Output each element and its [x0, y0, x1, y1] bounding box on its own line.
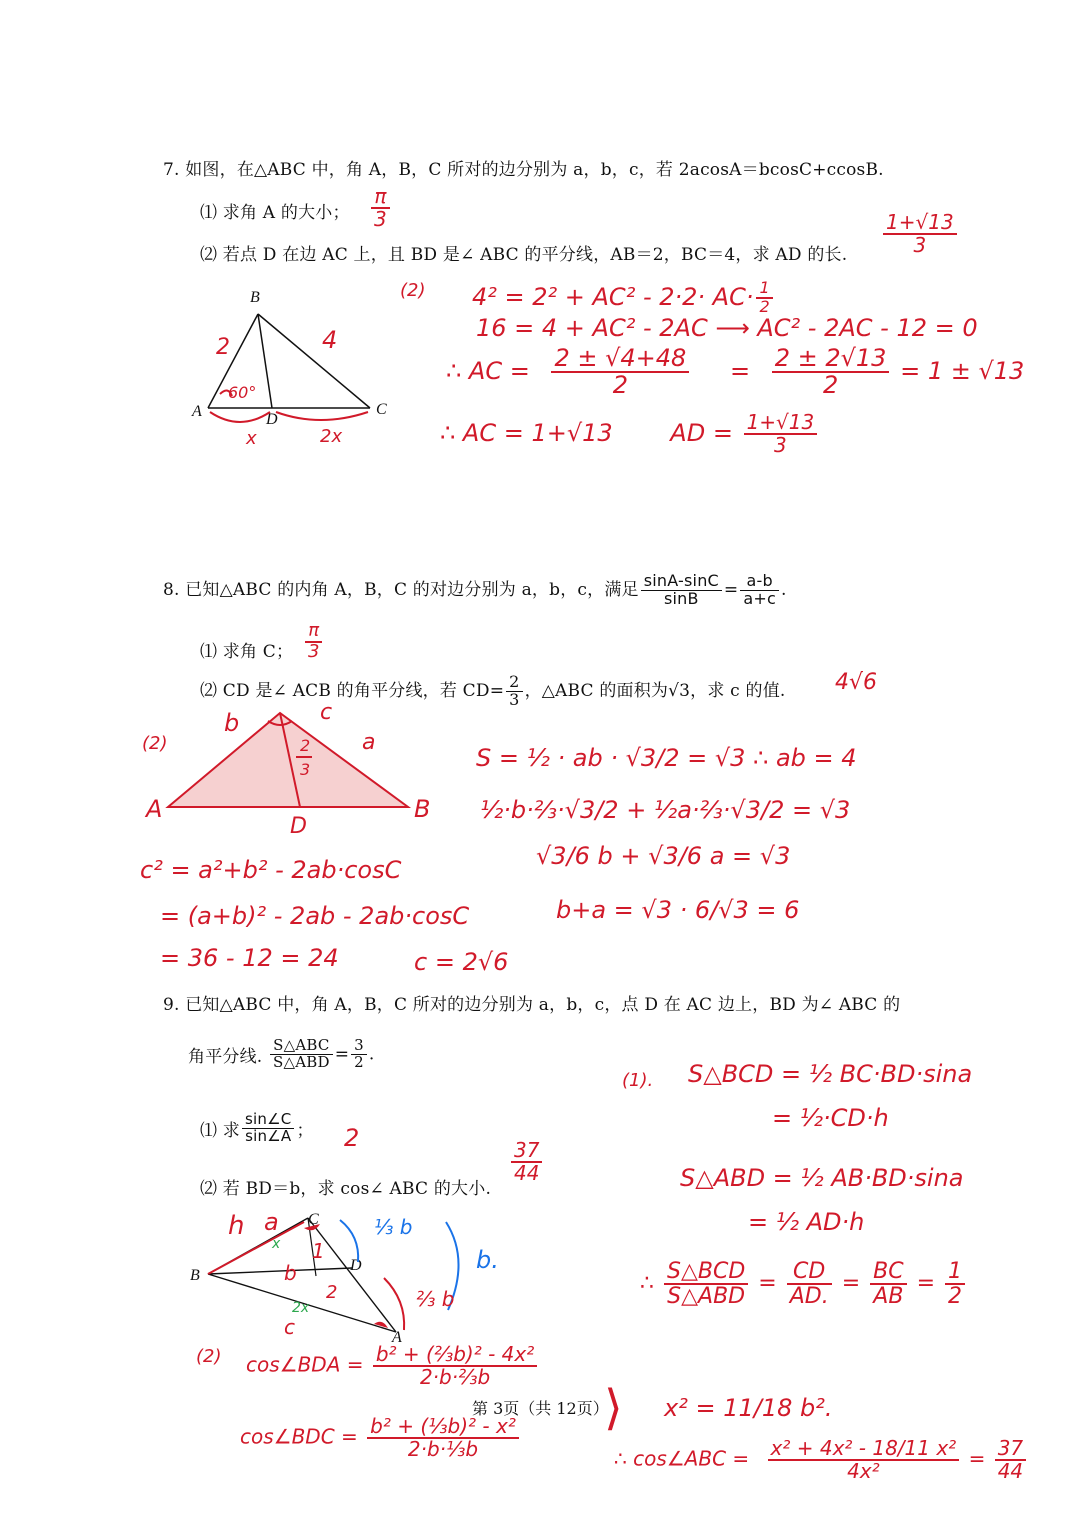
q9-hw-label1: (1).: [622, 1070, 654, 1091]
q7-hw-line1: 4² = 2² + AC² - 2·2· AC· $\frac{1}{2}$: [472, 280, 776, 316]
q9-hw-r3: S△ABD = ½ AB·BD·sina: [680, 1164, 964, 1192]
q8-hw-c1: c² = a²+b² - 2ab·cosC: [140, 856, 402, 884]
q8-figure: [140, 700, 460, 839]
page-footer: 第 3页（共 12页）: [472, 1399, 609, 1418]
q7-figure: [180, 282, 440, 452]
q9-hw-b-label: b.: [476, 1246, 499, 1274]
q7-answer2: $\frac{1+√13}{3}$: [880, 212, 960, 256]
q9-answer1: 2: [344, 1124, 360, 1152]
q8-hw-tri-b: B: [414, 795, 431, 823]
q9-hw-arrow: ⟩: [604, 1380, 623, 1436]
q9-hw-h: h: [228, 1211, 245, 1241]
q9-hw-c: c: [284, 1315, 295, 1339]
q8-hw-side-c: c: [320, 700, 333, 725]
q8-answer1: $\frac{\pi}{3}$: [302, 622, 325, 662]
q9-hw-2x: 2x: [292, 1300, 310, 1316]
q9-hw-r5: ∴ S△BCD S△ABD = $\frac{CD}{AD.}$ = $\frac{BC}{AB}$ = $\frac{1}{2}$: [640, 1260, 968, 1308]
q8-hw-side-a: a: [362, 730, 376, 755]
q8-hw-tri-d: D: [290, 814, 307, 839]
q7-label-d: D: [266, 411, 278, 428]
q9-label-c: C: [308, 1211, 319, 1228]
q9-hw-a: a: [264, 1208, 279, 1236]
q9-label-b: B: [190, 1267, 200, 1284]
q7-hw-label: (2): [400, 280, 426, 301]
q7-answer1: $\frac{\pi}{3}$: [368, 186, 393, 230]
q8-answer2: 4√6: [835, 670, 878, 695]
q9-part1: ⑴ 求 $\frac{\sin\angle C}{\sin\angle A}$ ；: [200, 1110, 314, 1145]
q9-hw-r1: S△BCD = ½ BC·BD·sina: [688, 1060, 973, 1088]
q8-hw-cd-n: 2: [300, 736, 311, 755]
q9-hw-x2: x² = 11/18 b².: [664, 1394, 833, 1422]
q8-hw-label: (2): [142, 733, 168, 754]
q8-hw-cd-d: 3: [300, 760, 311, 779]
q8-hw-side-b: b: [224, 709, 240, 737]
q9-hw-b: b: [284, 1261, 297, 1285]
q9-hw-final: ∴ cos∠ABC = $\frac{\text{x² + 4x² - 18/11 x²}}{\text{4x²}}$ = $\frac{37}{44}$: [614, 1438, 1029, 1482]
q9-hw-twothird-b: ⅔ b: [416, 1287, 455, 1311]
q9-hw-x: x: [272, 1236, 281, 1252]
q7-part1: ⑴ 求角 A 的大小；: [200, 203, 350, 223]
q8-hw-c3: = 36 - 12 = 24: [160, 944, 339, 972]
q8-hw-s4: b+a = √3 · 6/√3 = 6: [556, 896, 800, 924]
q8-hw-s1: S = ½ · ab · √3/2 = √3 ∴ ab = 4: [476, 744, 857, 772]
q7-stem: 7. 如图，在△ABC 中，角 A，B，C 所对的边分别为 a，b，c，若 2acosA＝bcosC+ccosB.: [163, 160, 884, 180]
q7-label-c: C: [376, 401, 387, 418]
q9-stem2: 角平分线. $\frac{\text{S△ABC}}{\text{S△ABD}}$ = $\frac{3}{2}$ .: [188, 1036, 375, 1071]
q9-label-a: A: [392, 1329, 402, 1346]
q7-part2: ⑵ 若点 D 在边 AC 上，且 BD 是∠ ABC 的平分线，AB＝2，BC＝4，求 AD 的长.: [200, 245, 848, 265]
q9-hw-cos2: cos∠BDC = $\frac{\text{b² + (⅓b)² - x²}}{\text{2·b·⅓b}}$: [240, 1416, 522, 1460]
q7-hw-line2: 16 = 4 + AC² - 2AC ⟶ AC² - 2AC - 12 = 0: [476, 314, 978, 342]
q9-answer2: $\frac{37}{44}$: [508, 1140, 545, 1184]
q8-part2: ⑵ CD 是∠ ACB 的角平分线，若 CD= $\frac{2}{3}$ ，△ABC 的面积为√3，求 c 的值.: [200, 672, 786, 709]
q8-stem: 8. 已知△ABC 的内角 A，B，C 的对边分别为 a，b，c，满足 $\frac{\sin A-\sin C}{\sin B}$ = $\frac{a-b}{a+c}$ .: [163, 571, 787, 608]
q9-hw-1: 1: [312, 1239, 325, 1263]
q9-hw-cos1: cos∠BDA = $\frac{\text{b² + (⅔b)² - 4x²}}{\text{2·b·⅔b}}$: [246, 1344, 540, 1388]
q8-part1: ⑴ 求角 C；: [200, 642, 294, 662]
q8-hw-tri-a: A: [146, 795, 163, 823]
q7-hw-line4: ∴ AC = 1+√13 AD = $\frac{1+√13}{3}$: [440, 412, 820, 456]
q9-label-d: D: [350, 1257, 362, 1274]
q9-part2: ⑵ 若 BD＝b，求 cos∠ ABC 的大小.: [200, 1179, 492, 1199]
q8-hw-c4: c = 2√6: [414, 948, 509, 976]
q8-hw-c2: = (a+b)² - 2ab - 2ab·cosC: [160, 902, 470, 930]
q7-label-a: A: [192, 403, 202, 420]
q9-hw-third-b: ⅓ b: [374, 1215, 413, 1239]
q7-hw-side-bc: 4: [322, 326, 338, 354]
q7-hw-line3: ∴ AC = $\frac{2 \pm √4+48}{2}$ = $\frac{2 \pm 2√13}{2}$ = 1 ± √13: [446, 344, 1025, 400]
q9-hw-label2: (2): [196, 1346, 222, 1367]
q7-hw-seg-dc: 2x: [320, 426, 343, 447]
q8-hw-s2: ½·b·⅔·√3/2 + ½a·⅔·√3/2 = √3: [480, 796, 851, 824]
q7-hw-side-ab: 2: [216, 335, 230, 360]
q7-label-b: B: [250, 289, 260, 306]
q9-figure: [180, 1200, 520, 1360]
q9-hw-r4: = ½ AD·h: [748, 1208, 865, 1236]
q9-hw-r2: = ½·CD·h: [772, 1104, 889, 1132]
q7-hw-seg-ad: x: [246, 428, 257, 449]
q9-stem: 9. 已知△ABC 中，角 A，B，C 所对的边分别为 a，b，c，点 D 在 AC 边上，BD 为∠ ABC 的: [163, 995, 901, 1015]
q7-hw-angle: 60°: [228, 383, 257, 402]
q8-hw-s3: √3/6 b + √3/6 a = √3: [536, 842, 791, 870]
q9-hw-2: 2: [326, 1282, 338, 1303]
